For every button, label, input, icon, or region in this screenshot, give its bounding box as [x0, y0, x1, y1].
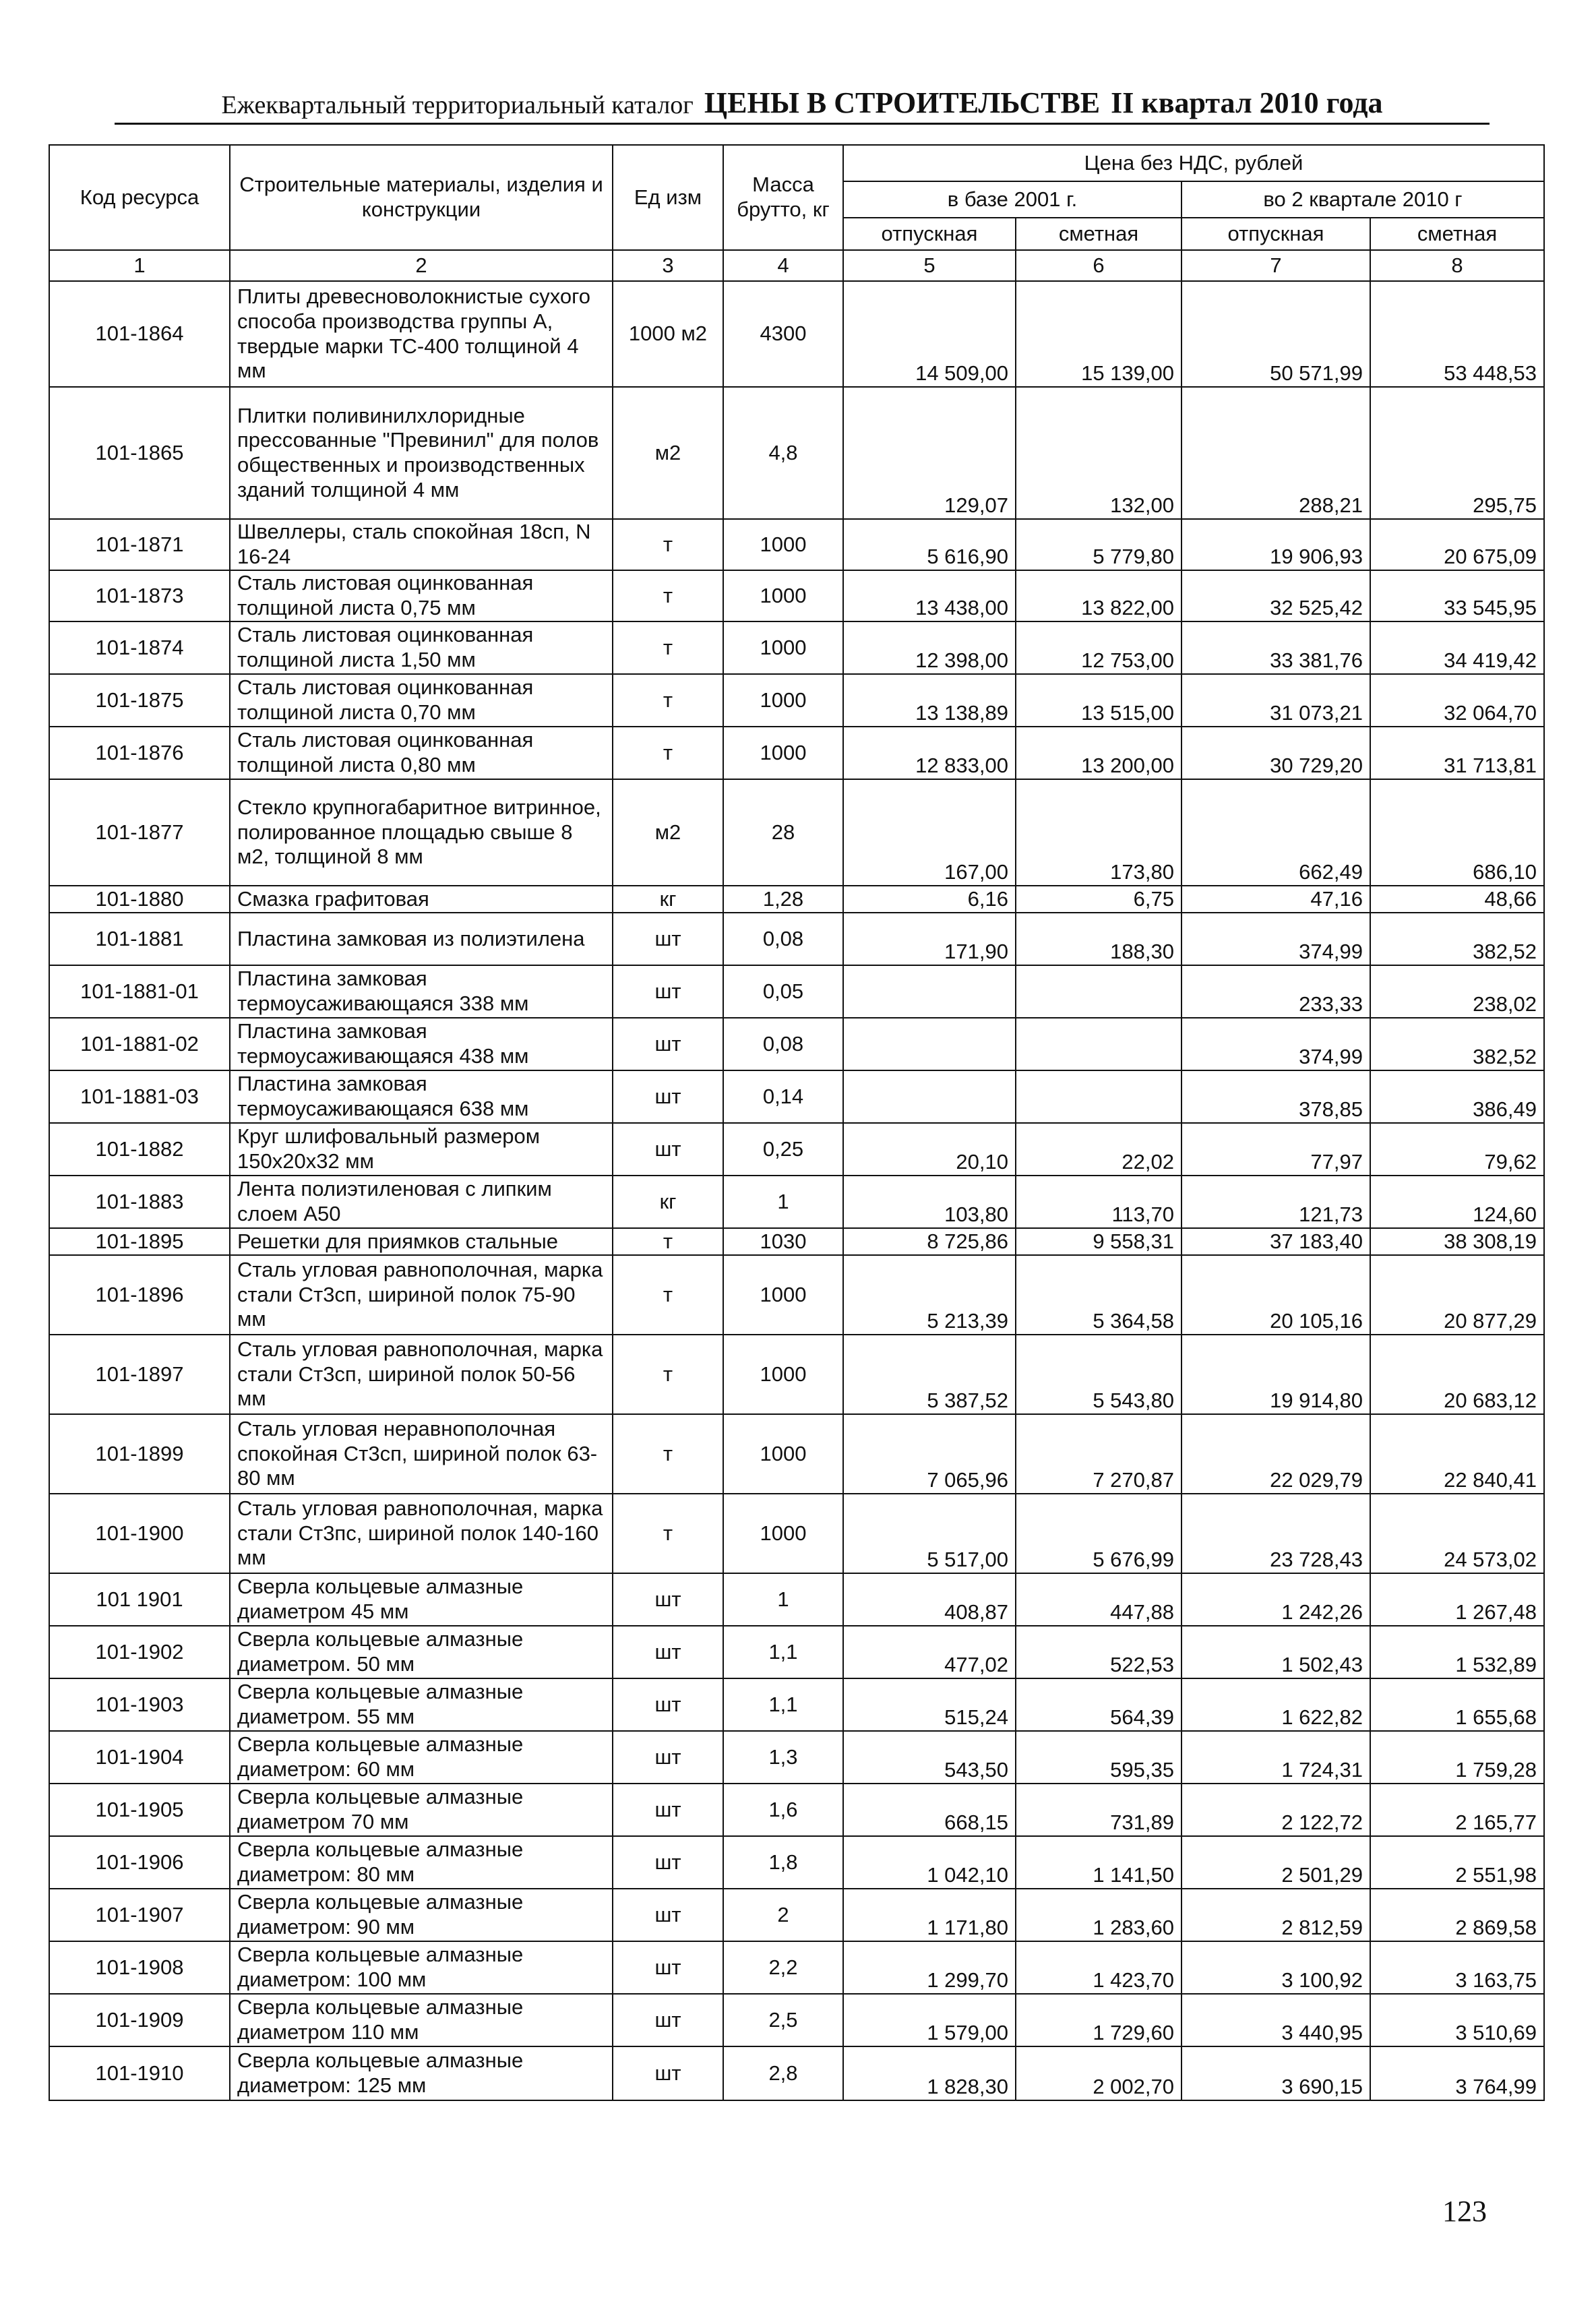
column-number: 3: [613, 250, 723, 281]
base-estimate-price: 188,30: [1016, 913, 1181, 965]
base-estimate-price: 9 558,31: [1016, 1228, 1181, 1255]
unit: т: [613, 1335, 723, 1414]
table-row: [49, 1070, 1544, 1123]
material-name: Сверла кольцевые алмазные диаметром: 90 мм: [230, 1889, 613, 1941]
material-name: Пластина замковая термоусаживающаяся 638 мм: [230, 1070, 613, 1123]
current-release-price: 30 729,20: [1181, 727, 1370, 779]
material-name: Сверла кольцевые алмазные диаметром 45 мм: [230, 1573, 613, 1626]
price-table: [49, 144, 1545, 2101]
resource-code: 101-1881: [49, 913, 230, 965]
gross-mass: 1,1: [723, 1678, 843, 1731]
unit: м2: [613, 387, 723, 519]
current-estimate-price: 34 419,42: [1370, 621, 1544, 674]
material-name: Сверла кольцевые алмазные диаметром 70 мм: [230, 1784, 613, 1836]
base-estimate-price: 1 283,60: [1016, 1889, 1181, 1941]
material-name: Сталь угловая равнополочная, марка стали Ст3сп, шириной полок 75-90 мм: [230, 1255, 613, 1335]
current-release-price: 2 812,59: [1181, 1889, 1370, 1941]
current-release-price: 1 502,43: [1181, 1626, 1370, 1678]
gross-mass: 2: [723, 1889, 843, 1941]
current-release-price: 32 525,42: [1181, 570, 1370, 621]
gross-mass: 2,5: [723, 1994, 843, 2046]
base-release-price: 20,10: [843, 1123, 1016, 1176]
base-estimate-price: 5 676,99: [1016, 1494, 1181, 1573]
catalog-title: ЦЕНЫ В СТРОИТЕЛЬСТВЕ: [704, 86, 1101, 119]
resource-code: 101-1895: [49, 1228, 230, 1255]
material-name: Стекло крупногабаритное витринное, полированное площадью свыше 8 м2, толщиной 8 мм: [230, 779, 613, 886]
resource-code: 101-1877: [49, 779, 230, 886]
gross-mass: 1000: [723, 674, 843, 727]
resource-code: 101 1901: [49, 1573, 230, 1626]
table-row: [49, 1731, 1544, 1784]
unit: кг: [613, 1176, 723, 1228]
base-release-price: 13 138,89: [843, 674, 1016, 727]
header-rule: [115, 123, 1490, 125]
table-row: [49, 1335, 1544, 1414]
gross-mass: 1000: [723, 519, 843, 570]
material-name: Решетки для приямков стальные: [230, 1228, 613, 1255]
resource-code: 101-1881-03: [49, 1070, 230, 1123]
material-name: Сталь листовая оцинкованная толщиной листа 0,80 мм: [230, 727, 613, 779]
unit: т: [613, 727, 723, 779]
current-estimate-price: 295,75: [1370, 387, 1544, 519]
table-row: [49, 1414, 1544, 1494]
unit: 1000 м2: [613, 281, 723, 387]
current-release-price: 23 728,43: [1181, 1494, 1370, 1573]
resource-code: 101-1883: [49, 1176, 230, 1228]
unit: шт: [613, 1889, 723, 1941]
header-mass: Масса брутто, кг: [723, 145, 843, 250]
material-name: Плиты древесноволокнистые сухого способа производства группы А, твердые марки ТС-400 толщиной 4 мм: [230, 281, 613, 387]
current-estimate-price: 20 683,12: [1370, 1335, 1544, 1414]
current-estimate-price: 2 869,58: [1370, 1889, 1544, 1941]
current-estimate-price: 3 510,69: [1370, 1994, 1544, 2046]
table-row: [49, 779, 1544, 886]
resource-code: 101-1899: [49, 1414, 230, 1494]
resource-code: 101-1903: [49, 1678, 230, 1731]
base-release-price: 5 517,00: [843, 1494, 1016, 1573]
base-release-price: [843, 965, 1016, 1018]
base-estimate-price: 5 364,58: [1016, 1255, 1181, 1335]
page-header: [115, 73, 1490, 120]
unit: м2: [613, 779, 723, 886]
base-release-price: [843, 1018, 1016, 1070]
table-row: [49, 886, 1544, 913]
material-name: Пластина замковая термоусаживающаяся 438 мм: [230, 1018, 613, 1070]
unit: т: [613, 1494, 723, 1573]
table-row: [49, 674, 1544, 727]
unit: шт: [613, 1018, 723, 1070]
table-row: [49, 1678, 1544, 1731]
base-release-price: 167,00: [843, 779, 1016, 886]
material-name: Смазка графитовая: [230, 886, 613, 913]
resource-code: 101-1875: [49, 674, 230, 727]
column-number: 1: [49, 250, 230, 281]
base-release-price: 1 042,10: [843, 1836, 1016, 1889]
resource-code: 101-1881-01: [49, 965, 230, 1018]
base-release-price: 515,24: [843, 1678, 1016, 1731]
base-estimate-price: 22,02: [1016, 1123, 1181, 1176]
base-release-price: [843, 1070, 1016, 1123]
base-estimate-price: 2 002,70: [1016, 2046, 1181, 2100]
header-code: Код ресурса: [49, 145, 230, 250]
current-release-price: 662,49: [1181, 779, 1370, 886]
resource-code: 101-1906: [49, 1836, 230, 1889]
base-release-price: 477,02: [843, 1626, 1016, 1678]
table-row: [49, 2046, 1544, 2100]
base-estimate-price: 6,75: [1016, 886, 1181, 913]
table-row: [49, 1573, 1544, 1626]
gross-mass: 1000: [723, 1255, 843, 1335]
unit: т: [613, 621, 723, 674]
current-release-price: 121,73: [1181, 1176, 1370, 1228]
gross-mass: 1000: [723, 621, 843, 674]
current-estimate-price: 238,02: [1370, 965, 1544, 1018]
catalog-name: Ежеквартальный территориальный каталог: [221, 91, 694, 119]
current-release-price: 288,21: [1181, 387, 1370, 519]
gross-mass: 28: [723, 779, 843, 886]
unit: шт: [613, 1678, 723, 1731]
base-release-price: 103,80: [843, 1176, 1016, 1228]
current-estimate-price: 2 165,77: [1370, 1784, 1544, 1836]
current-estimate-price: 1 532,89: [1370, 1626, 1544, 1678]
material-name: Сталь угловая неравнополочная спокойная Ст3сп, шириной полок 63-80 мм: [230, 1414, 613, 1494]
resource-code: 101-1904: [49, 1731, 230, 1784]
material-name: Сверла кольцевые алмазные диаметром: 80 мм: [230, 1836, 613, 1889]
gross-mass: 1,3: [723, 1731, 843, 1784]
unit: шт: [613, 1941, 723, 1994]
base-estimate-price: [1016, 1018, 1181, 1070]
header-base-period: в базе 2001 г.: [843, 181, 1181, 218]
base-estimate-price: 522,53: [1016, 1626, 1181, 1678]
gross-mass: 1000: [723, 1414, 843, 1494]
unit: шт: [613, 1123, 723, 1176]
current-release-price: 19 906,93: [1181, 519, 1370, 570]
table-row: [49, 1941, 1544, 1994]
material-name: Швеллеры, сталь спокойная 18сп, N 16-24: [230, 519, 613, 570]
current-release-price: 374,99: [1181, 913, 1370, 965]
current-estimate-price: 33 545,95: [1370, 570, 1544, 621]
table-row: [49, 1255, 1544, 1335]
current-release-price: 19 914,80: [1181, 1335, 1370, 1414]
base-release-price: 5 213,39: [843, 1255, 1016, 1335]
resource-code: 101-1905: [49, 1784, 230, 1836]
table-row: [49, 1123, 1544, 1176]
gross-mass: 1000: [723, 1494, 843, 1573]
table-row: [49, 1889, 1544, 1941]
table-body: [49, 281, 1544, 2100]
unit: шт: [613, 1070, 723, 1123]
table-row: [49, 965, 1544, 1018]
base-estimate-price: 564,39: [1016, 1678, 1181, 1731]
header-base-estimate: сметная: [1016, 218, 1181, 250]
base-estimate-price: 1 423,70: [1016, 1941, 1181, 1994]
current-release-price: 374,99: [1181, 1018, 1370, 1070]
current-estimate-price: 79,62: [1370, 1123, 1544, 1176]
current-release-price: 2 501,29: [1181, 1836, 1370, 1889]
gross-mass: 0,14: [723, 1070, 843, 1123]
base-release-price: 668,15: [843, 1784, 1016, 1836]
material-name: Сверла кольцевые алмазные диаметром: 125 мм: [230, 2046, 613, 2100]
material-name: Сверла кольцевые алмазные диаметром: 100 мм: [230, 1941, 613, 1994]
gross-mass: 4300: [723, 281, 843, 387]
material-name: Сверла кольцевые алмазные диаметром: 60 мм: [230, 1731, 613, 1784]
gross-mass: 1,28: [723, 886, 843, 913]
header-unit: Ед изм: [613, 145, 723, 250]
base-estimate-price: 13 515,00: [1016, 674, 1181, 727]
base-estimate-price: 13 200,00: [1016, 727, 1181, 779]
current-release-price: 3 690,15: [1181, 2046, 1370, 2100]
current-estimate-price: 24 573,02: [1370, 1494, 1544, 1573]
unit: шт: [613, 2046, 723, 2100]
resource-code: 101-1897: [49, 1335, 230, 1414]
current-release-price: 22 029,79: [1181, 1414, 1370, 1494]
base-release-price: 5 387,52: [843, 1335, 1016, 1414]
unit: т: [613, 1228, 723, 1255]
gross-mass: 0,08: [723, 913, 843, 965]
current-estimate-price: 386,49: [1370, 1070, 1544, 1123]
column-number: 2: [230, 250, 613, 281]
table-row: [49, 519, 1544, 570]
unit: т: [613, 570, 723, 621]
gross-mass: 0,08: [723, 1018, 843, 1070]
table-row: [49, 1626, 1544, 1678]
gross-mass: 1: [723, 1176, 843, 1228]
base-release-price: 12 398,00: [843, 621, 1016, 674]
base-release-price: 7 065,96: [843, 1414, 1016, 1494]
current-release-price: 31 073,21: [1181, 674, 1370, 727]
material-name: Лента полиэтиленовая с липким слоем А50: [230, 1176, 613, 1228]
current-release-price: 20 105,16: [1181, 1255, 1370, 1335]
material-name: Сталь листовая оцинкованная толщиной листа 1,50 мм: [230, 621, 613, 674]
resource-code: 101-1909: [49, 1994, 230, 2046]
gross-mass: 2,2: [723, 1941, 843, 1994]
column-number: 8: [1370, 250, 1544, 281]
current-estimate-price: 38 308,19: [1370, 1228, 1544, 1255]
header-current-release: отпускная: [1181, 218, 1370, 250]
current-estimate-price: 20 877,29: [1370, 1255, 1544, 1335]
base-estimate-price: 1 729,60: [1016, 1994, 1181, 2046]
current-estimate-price: 48,66: [1370, 886, 1544, 913]
table-row: [49, 1018, 1544, 1070]
base-estimate-price: 132,00: [1016, 387, 1181, 519]
base-estimate-price: 113,70: [1016, 1176, 1181, 1228]
current-release-price: 1 622,82: [1181, 1678, 1370, 1731]
base-estimate-price: 13 822,00: [1016, 570, 1181, 621]
base-estimate-price: 595,35: [1016, 1731, 1181, 1784]
table-header: [49, 145, 1544, 281]
base-estimate-price: 5 779,80: [1016, 519, 1181, 570]
material-name: Сталь угловая равнополочная, марка стали Ст3пс, шириной полок 140-160 мм: [230, 1494, 613, 1573]
column-number: 6: [1016, 250, 1181, 281]
unit: шт: [613, 965, 723, 1018]
current-estimate-price: 124,60: [1370, 1176, 1544, 1228]
base-release-price: 1 828,30: [843, 2046, 1016, 2100]
resource-code: 101-1865: [49, 387, 230, 519]
gross-mass: 1,8: [723, 1836, 843, 1889]
current-release-price: 378,85: [1181, 1070, 1370, 1123]
column-number-row: [49, 250, 1544, 281]
current-release-price: 77,97: [1181, 1123, 1370, 1176]
material-name: Круг шлифовальный размером 150х20х32 мм: [230, 1123, 613, 1176]
gross-mass: 1,1: [723, 1626, 843, 1678]
unit: т: [613, 1414, 723, 1494]
base-release-price: 1 299,70: [843, 1941, 1016, 1994]
unit: шт: [613, 1626, 723, 1678]
base-estimate-price: 7 270,87: [1016, 1414, 1181, 1494]
material-name: Сверла кольцевые алмазные диаметром. 55 мм: [230, 1678, 613, 1731]
column-number: 4: [723, 250, 843, 281]
table-row: [49, 1176, 1544, 1228]
unit: шт: [613, 1731, 723, 1784]
current-estimate-price: 3 764,99: [1370, 2046, 1544, 2100]
current-estimate-price: 53 448,53: [1370, 281, 1544, 387]
header-base-release: отпускная: [843, 218, 1016, 250]
base-release-price: 6,16: [843, 886, 1016, 913]
header-current-period: во 2 квартале 2010 г: [1181, 181, 1544, 218]
current-estimate-price: 2 551,98: [1370, 1836, 1544, 1889]
current-estimate-price: 31 713,81: [1370, 727, 1544, 779]
base-release-price: 543,50: [843, 1731, 1016, 1784]
column-number: 5: [843, 250, 1016, 281]
resource-code: 101-1902: [49, 1626, 230, 1678]
material-name: Сверла кольцевые алмазные диаметром 110 мм: [230, 1994, 613, 2046]
gross-mass: 1: [723, 1573, 843, 1626]
unit: шт: [613, 1573, 723, 1626]
current-estimate-price: 686,10: [1370, 779, 1544, 886]
current-release-price: 33 381,76: [1181, 621, 1370, 674]
base-estimate-price: 173,80: [1016, 779, 1181, 886]
page-number: 123: [1442, 2195, 1487, 2228]
current-release-price: 37 183,40: [1181, 1228, 1370, 1255]
base-release-price: 129,07: [843, 387, 1016, 519]
header-name: Строительные материалы, изделия и конструкции: [230, 145, 613, 250]
unit: шт: [613, 1994, 723, 2046]
current-estimate-price: 1 655,68: [1370, 1678, 1544, 1731]
base-estimate-price: 731,89: [1016, 1784, 1181, 1836]
table-row: [49, 570, 1544, 621]
material-name: Плитки поливинилхлоридные прессованные "Превинил" для полов общественных и производственных зданий толщиной 4 мм: [230, 387, 613, 519]
unit: шт: [613, 913, 723, 965]
current-estimate-price: 382,52: [1370, 1018, 1544, 1070]
current-estimate-price: 32 064,70: [1370, 674, 1544, 727]
unit: т: [613, 1255, 723, 1335]
table-row: [49, 387, 1544, 519]
resource-code: 101-1896: [49, 1255, 230, 1335]
base-estimate-price: 447,88: [1016, 1573, 1181, 1626]
gross-mass: 1030: [723, 1228, 843, 1255]
base-release-price: 12 833,00: [843, 727, 1016, 779]
resource-code: 101-1876: [49, 727, 230, 779]
base-release-price: 408,87: [843, 1573, 1016, 1626]
current-estimate-price: 20 675,09: [1370, 519, 1544, 570]
unit: т: [613, 519, 723, 570]
unit: шт: [613, 1784, 723, 1836]
base-estimate-price: 12 753,00: [1016, 621, 1181, 674]
catalog-period: II квартал 2010 года: [1111, 86, 1383, 119]
column-number: 7: [1181, 250, 1370, 281]
gross-mass: 0,05: [723, 965, 843, 1018]
material-name: Пластина замковая термоусаживающаяся 338 мм: [230, 965, 613, 1018]
table-row: [49, 913, 1544, 965]
resource-code: 101-1907: [49, 1889, 230, 1941]
base-release-price: 1 579,00: [843, 1994, 1016, 2046]
base-release-price: 171,90: [843, 913, 1016, 965]
table-row: [49, 1784, 1544, 1836]
gross-mass: 1000: [723, 727, 843, 779]
table-row: [49, 727, 1544, 779]
base-estimate-price: [1016, 965, 1181, 1018]
resource-code: 101-1882: [49, 1123, 230, 1176]
current-release-price: 50 571,99: [1181, 281, 1370, 387]
gross-mass: 1,6: [723, 1784, 843, 1836]
material-name: Сталь угловая равнополочная, марка стали Ст3сп, шириной полок 50-56 мм: [230, 1335, 613, 1414]
table-row: [49, 1228, 1544, 1255]
current-estimate-price: 1 759,28: [1370, 1731, 1544, 1784]
base-release-price: 8 725,86: [843, 1228, 1016, 1255]
table-row: [49, 1836, 1544, 1889]
current-release-price: 2 122,72: [1181, 1784, 1370, 1836]
material-name: Сталь листовая оцинкованная толщиной листа 0,75 мм: [230, 570, 613, 621]
gross-mass: 1000: [723, 1335, 843, 1414]
resource-code: 101-1874: [49, 621, 230, 674]
current-estimate-price: 382,52: [1370, 913, 1544, 965]
resource-code: 101-1910: [49, 2046, 230, 2100]
table-row: [49, 1494, 1544, 1573]
current-release-price: 1 724,31: [1181, 1731, 1370, 1784]
base-estimate-price: 15 139,00: [1016, 281, 1181, 387]
material-name: Сталь листовая оцинкованная толщиной листа 0,70 мм: [230, 674, 613, 727]
resource-code: 101-1900: [49, 1494, 230, 1573]
unit: кг: [613, 886, 723, 913]
current-release-price: 1 242,26: [1181, 1573, 1370, 1626]
unit: т: [613, 674, 723, 727]
base-release-price: 1 171,80: [843, 1889, 1016, 1941]
table-row: [49, 621, 1544, 674]
base-estimate-price: 5 543,80: [1016, 1335, 1181, 1414]
unit: шт: [613, 1836, 723, 1889]
base-release-price: 13 438,00: [843, 570, 1016, 621]
header-price-group: Цена без НДС, рублей: [843, 145, 1544, 181]
current-release-price: 47,16: [1181, 886, 1370, 913]
gross-mass: 2,8: [723, 2046, 843, 2100]
resource-code: 101-1880: [49, 886, 230, 913]
current-estimate-price: 1 267,48: [1370, 1573, 1544, 1626]
base-release-price: 5 616,90: [843, 519, 1016, 570]
resource-code: 101-1871: [49, 519, 230, 570]
resource-code: 101-1881-02: [49, 1018, 230, 1070]
table-row: [49, 1994, 1544, 2046]
resource-code: 101-1873: [49, 570, 230, 621]
gross-mass: 1000: [723, 570, 843, 621]
current-estimate-price: 3 163,75: [1370, 1941, 1544, 1994]
table-row: [49, 281, 1544, 387]
base-estimate-price: [1016, 1070, 1181, 1123]
header-current-estimate: сметная: [1370, 218, 1544, 250]
gross-mass: 4,8: [723, 387, 843, 519]
resource-code: 101-1864: [49, 281, 230, 387]
resource-code: 101-1908: [49, 1941, 230, 1994]
material-name: Пластина замковая из полиэтилена: [230, 913, 613, 965]
current-release-price: 3 100,92: [1181, 1941, 1370, 1994]
base-estimate-price: 1 141,50: [1016, 1836, 1181, 1889]
gross-mass: 0,25: [723, 1123, 843, 1176]
current-release-price: 3 440,95: [1181, 1994, 1370, 2046]
current-estimate-price: 22 840,41: [1370, 1414, 1544, 1494]
current-release-price: 233,33: [1181, 965, 1370, 1018]
base-release-price: 14 509,00: [843, 281, 1016, 387]
material-name: Сверла кольцевые алмазные диаметром. 50 мм: [230, 1626, 613, 1678]
